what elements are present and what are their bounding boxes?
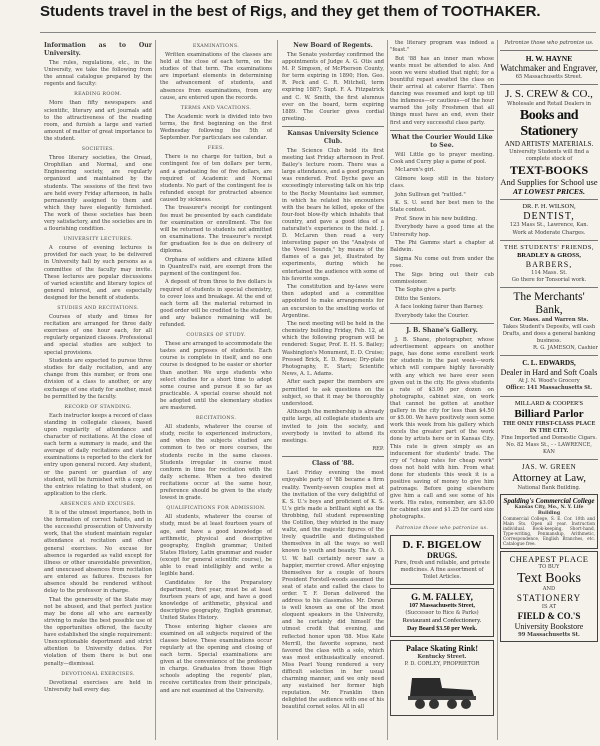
field-ad [500,551,598,642]
section-head: RECORD OF STANDING. [64,404,132,410]
crew-sub: Wholesale and Retail Dealers in [506,101,592,108]
patronize-notice: Patronize those who patronize us. [504,40,594,46]
is-at: IS AT [541,604,557,611]
section-head: UNIVERSITY LECTURES. [63,237,133,243]
crew-big: Books and Stationery [519,108,579,140]
friends: THE STUDENTS' FRIENDS, [504,243,594,251]
column-3 [282,40,384,740]
edwards-sub: Dealer in Hard and Soft Coals [500,368,598,378]
column-2 [160,40,272,740]
paragraph: Those entering higher classes are examined on all subjects required of the classes below. These examinations occur regularly at the opening and closing of each term. Special examinations are given at the convenience of the professor in charge. Graduates from those High schools adopting the regents' plan, receive certificates from their principals, and are not examined at the University. [160,623,272,694]
paragraph: The Phi Gamms start a chapter at Baldwin. [390,240,494,254]
palace-street: Kentucky Street. [417,654,467,660]
falley-board: Day Board $3.50 per Week. [406,626,478,632]
column-divider [155,40,156,740]
merchants-note: Takes Student's Deposits, will cash Drafts, and does a general banking business. [502,323,596,345]
divider [500,459,598,460]
patronize-notice: Patronize those who patronize us. [395,525,489,531]
divider [500,84,598,85]
green: JAS. W. GREEN [521,462,577,471]
paragraph: The treasurer's receipt for contingent fee must be presented by each candidate for examination or enrollment. The fee will be returned to students not admitted on examinations. The treasurer's receipt for graduation fee is due on delivery of diploma. [160,205,272,255]
bradley: BRADLEY & GROSS, [517,251,581,259]
section-head: COURSES OF STUDY. [186,333,246,339]
divider [500,355,598,356]
paragraph: Gilmore keep still in the history class. [390,175,494,189]
paragraph: the literary program was indeed a "feast." [390,40,494,54]
paragraph: The Academic work is divided into two terms, the first beginning on the first Wednesday following the 5th of September. For particulars see calendar. [160,113,272,142]
column-5-ads [500,40,598,740]
merchants-address: Cor. Mass. and Warren Sts. [509,316,589,323]
section-head: DEVOTIONAL EXERCISES. [61,671,135,677]
divider [500,50,598,51]
barbers: BARBERS, [525,259,573,269]
paragraph: But '88 has an inner man whose wants must be attended to also. And soon we were studied that night; for a bountiful repast awaited the class on their arrival at caterer Harris'. Then dancing was resumed and kept up till the infamous—or cautious—of the hour warned the jolly Freshmen that all things must have an end, even their first and very successful class party. [390,55,494,126]
stationery: STATIONERY [516,593,582,604]
article-title: New Board of Regents. [293,42,373,49]
column-divider [497,40,498,740]
section-head: QUALIFICATIONS FOR ADMISSION. [166,506,266,512]
paragraph: Devotional exercises are held in University hall every day. [44,679,152,693]
paragraph: More than fifty newspapers and scientific, literary and art journals add to the attractiveness of the reading room, and furnish a large and varied amount of matter of great importance to the student. [44,100,152,142]
hayne-sub: Watchmaker and Engraver, [500,63,598,74]
section-head: ABSENCES AND EXCUSES. [60,501,136,507]
section-head: FEES. [207,146,225,152]
textbooks: TEXT-BOOKS [509,163,589,178]
cheapest: CHEAPEST PLACE [509,554,589,565]
divider [390,130,494,131]
paragraph: Orphans of soldiers and citizens killed in Quantrell's raid, are exempt from the payment of the contingent fee. [160,256,272,277]
divider [282,126,384,127]
billiard: Billiard Parlor [514,407,584,420]
falley-successor: (Successor to Rice & Parks) [405,609,479,616]
paragraph: A deposit of from three to five dollars is required of students in special chemistry, to cover loss and breakage. At the end of each term all the material returned in good order will be credited to the student, and any balance remaining will be refunded. [160,279,272,328]
falley-type: Restaurant and Confectionery. [402,617,482,624]
cheapest-to: TO BUY [538,564,560,571]
palace-ad [390,640,494,716]
section-head: STUDIES AND RECITATIONS. [57,306,139,311]
paragraph: John Sullivan get "rattled." [395,191,466,198]
paragraph: Written examinations of the classes are held at the close of each term, on the studies of that term. The examinations are important elements in determining the advancement of students, and absences from examinations, from any cause, are entered upon the records. [160,52,272,101]
paragraph: Last Friday evening the most enjoyable party of '88 became a firm reality. Twenty-seven couples met at the invitation of the very delightful of K. S. U.'s boys and proficient of K. S. U.'s girls made a brilliant sight as the throbbing, full student representing the Cotillon, they whirled in the mazy waltz, and the majestic figures of the lively quadrille and distinguished themselves in all the ways so well known to youth and beauty. The A. O. U. W. hall certainly never saw a happier, merrier crowd. After enjoying themselves for a couple of hours President Forstell-woods assumed the seat of state and called the class to order. T. F. Doran delivered the address to his classmates. Mr. Doran is well known as one of the most eloquent speakers in the University, and he certainly did himself the utmost credit that evening, and reflected honor upon '88. Miss Kate Merrill, the favorite soprano, next favored the class with a solo, which was most enthusiastically encored. Miss Pearl Young rendered a very difficult selection in her usual charming manner, and we only need any sustained her former high reputation. Mr. Franklin then delighted the audience with one of his beautiful cornet solos. All in all [282,470,384,711]
bigelow-name: D. F. BIGELOW [402,538,482,551]
paragraph: The next meeting will be held in the chemistry building Friday, Feb. 12, at which the following program will be rendered: Sugar, Prof. E. H. S. Bailey; Washington's Monument, E. D. Cruise; Pressed Brick, E. D. Rouse; Dry-plate Photography, E. Start; Scientific News, A. L. Adams. [282,321,384,377]
paragraph: Students are expected to pursue three studies for daily recitation, and any change from this number, or from one division of a class to another, or any exchange of one study for another, must be permitted by the faculty. [44,358,152,400]
paragraph: Candidates for the Preparatory department, first year, must be at least fourteen years of age, and have a good knowledge of arithmetic, physical and descriptive geography, English grammar, United States History. [160,579,272,622]
paragraph: Courses of study and times for recitation are arranged for three daily exercises of one hour each, for all regularly organized classes. Professional and special studies are subject to special provisions. [44,314,152,356]
green-sub: Attorney at Law, [511,471,587,484]
textbooks-sub: And Supplies for School use [500,177,598,188]
paragraph: All students, whatever the course of study, recite to experienced instructors, and when the subjects studied are common to two or more courses, the students recite in the same classes. Students irregular in course must conform in time for recitation with the daily scheme. When a two desired recitations occur at the same hour, preference should be given to the study lowest in grade. [160,424,272,502]
edwards-office: Office: 141 Massachusetts St. [505,385,593,392]
divider [500,287,598,288]
textbooks-low: AT LOWEST PRICES. [513,187,585,197]
article-title: J. B. Shane's Gallery. [406,327,478,335]
paragraph: The Science Club held its first meeting last Friday afternoon in Prof. Bailey's lecture room. There was a large attendance, and a good program was rendered. Prof. Dyche gave an exceedingly interesting talk on his trip to the Rocky Mountains last summer, in which he related his encounters with the bears he killed, spoke of the four-foot blow-fly which inhabits that country, and gave a good idea of a naturalist's experience in the field. J. D. McLaren then read a very interesting paper on the "Analysis of the Vowel Sounds," by means of the flames of a gas jet, illustrated by experiments, during which he entertained the audience with some of his favorite songs. [282,147,384,282]
paragraph: The Sigs bring out their cub commissioner. [390,271,494,285]
hayne-name: H. W. HAYNE [525,54,573,64]
roller-skate-icon [402,670,482,710]
field: FIELD & CO.'S [517,611,581,622]
paragraph: Although the membership is already quite large, all collegiate students are invited to join the society, and everybody is invited to attend its meetings. [282,409,384,444]
palace-owner: P. D. CORLEY, PROPRIETOR [404,661,480,668]
falley-ad [390,588,494,637]
paragraph: It is of the utmost importance, both in the formation of correct habits, and in the successful prosecution of University work, that the student maintain regular attendance at recitation and other general exercises. No excuse for absence is regarded as valid except for illness or other unavoidable prevention, and unexcused absences from recitation are entered as failures. Excuses for absence should be rendered without delay to the professor in charge. [44,510,152,595]
section-head: EXAMINATIONS. [192,44,240,49]
article-title: Class of '88. [311,460,354,468]
paragraph: All students, whatever the course of study, must be at least fourteen years of age, and have a good knowledge of arithmetic, physical and descriptive geography, English grammar, United States History, Latin grammar and reader (except for general scientific course), be able to read intelligibly and write a legible hand. [160,514,272,578]
crew-note: University Students will find a complete stock of [509,149,589,163]
divider [282,456,384,457]
barbers-address: 114 Mass. St. [531,269,567,276]
header-rule [40,32,596,33]
page-headline: Students travel in the best of Rigs, and they get them of TOOTHAKER. [40,3,541,20]
paragraph: The rules, regulations, etc., in the University, we take the following from the annual catalogue prepared by the regents and faculty: [44,60,152,88]
spalding: Spalding's Commercial College [503,497,595,506]
paragraph: Each instructor keeps a record of class standing in collegiate classes, based upon regularity of attendance and character of recitations. At the close of each term a summary is made, and the average of daily recitations and stated examinations is reported to the clerk for entry upon general record. Any student, or the parent or guardian of any student, will be furnished with a copy of the entries relating to that student, on application to the clerk. [44,412,152,497]
paragraph: Three literary societies, the Oread, Orophilian and Normal, and one Engineering society, are regularly organized and maintained by the students. The sessions of the first two are held every Friday afternoon, in halls permanently assigned to them and which they have elegantly furnished. The work of these societies has been very satisfactory, and the societies are in a flourishing condition. [44,155,152,233]
spalding-address: Kansas City, Mo., N. Y. Life Building [514,505,584,516]
bigelow-text: Pure, fresh and reliable, and private medicines. A fine assortment of Toilet Articles. [394,559,490,580]
wilson-name: DR. F. H. WILSON, [522,203,576,211]
edwards: C. L. EDWARDS, [522,359,576,368]
paragraph: There is no charge for tuition, but a contingent fee of ten dollars per term, and a graduating fee of five dollars, are required of Academic and Normal students. No part of the contingent fee is refunded except for protracted absence caused by sickness. [160,154,272,203]
paragraph: The Senate yesterday confirmed the appointments of Judge A. G. Otis and M. P. Simpson, of McPherson County, for term expiring in 1890; Hon. Geo. R. Peck and C. R. Mitchell, term expiring 1887; Supt. F. A. Fitzpatrick and C. W. Smith, the first alumnus ever on the board, term expiring 1889. The Courier gives cordial greeting. [282,52,384,122]
paragraph: Prof. Snow in his new building. [395,215,477,222]
billiard-address: No. 82 Mass St., - - LAWRENCE, KAN [506,441,592,455]
bookstore: University Bookstore [514,622,584,632]
falley-name: G. M. FALLEY, [411,591,473,602]
cashier: R. G. JAMESON, Cashier [533,345,598,352]
text-books: Text Books [517,571,581,587]
barbers-note: Go there for Tonsorial work. [511,276,587,283]
billiard-cigars: Fine Imported and Domestic Cigars. [501,434,597,441]
divider [390,323,494,324]
paragraph: Ditto the Seniors. [395,295,442,302]
millard: MILLARD & COOPER'S [514,399,584,407]
article-title: Information as to Our University. [44,42,152,57]
column-1 [44,40,152,740]
divider [500,199,598,200]
paragraph: Everybody have a good time at the University hop. [390,224,494,238]
palace-name: Palace Skating Rink! [405,644,478,653]
section-head: RECITATIONS. [195,416,237,422]
paragraph: Sigma Nu come out from under the rose. [390,255,494,269]
section-head: READING ROOM. [74,92,122,98]
wilson-note: Work at Moderate Charges. [512,229,586,236]
paragraph: These are arranged to accommodate the tastes and purposes of students. Each course is complete in itself, and no one course is designed to be easier or shorter than another. We urge students who select studies for a short time to adopt some course and pursue it so far as practicable. A special course should not be adopted until the elementary studies are mastered. [160,341,272,411]
billiard-sub: THE ONLY FIRST-CLASS PLACE IN THE CITY. [502,420,596,434]
bigelow-sub: DRUGS. [426,550,457,560]
green-building: National Bank Building. [517,484,581,491]
hayne-address: 65 Massachusetts Street. [515,74,583,81]
field-address: 99 Massachusetts St. [518,632,580,639]
column-divider [387,40,388,740]
wilson-sub: DENTIST, [523,211,575,223]
wilson-address: 123 Mass St., Lawrence, Kan. [509,222,589,229]
article-title: Kansas University Science Club. [287,129,379,145]
paragraph: A face looking fairer than Barney. [395,304,484,311]
divider [500,240,598,241]
paragraph: McLaren's girl. [395,167,436,174]
bigelow-ad [390,535,494,585]
spalding-ad [500,494,598,549]
column-4 [390,40,494,740]
paragraph: K. S. U. send her best men to the State contest. [390,200,494,214]
edwards-address: At J. N. Wood's Grocery [518,378,580,385]
paragraph: J. B. Shane, photographer, whose advertisement appears on another page, has done some excellent work for students in the past week—work which will compare highly favorably with any which we have ever seen given out in the city. He gives students a rate of $3.00 per dozen on photographs, cabinet size, on work that cannot be gotten at another gallery in the city for less than $4.50 or $5.00. We have positively seen some work this week from his gallery which excels the greater part of the work done by artists here or in Kansas City. This rate is given simply as an inducement for students' trade. The cry of "cheap rates for cheap work" does not hold with him. From what done for students this week it is a positive saving of money to give him patronage. Before going elsewhere give him a call and see some of his work. His rates, remember, are $3.00 for cabinet size and $1.25 for card size photographs. [390,337,494,521]
paragraph: The Sophs give a party. [395,287,457,294]
merchants: The Merchants' Bank, [513,290,585,316]
section-head: TERMS AND VACATIONS. [180,105,252,111]
crew-art: AND ARTISTS' MATERIALS. [504,140,594,149]
column-divider [277,40,278,740]
spalding-text: Commercial College, S. E. Cor. 10th and Main Sts. Open all year. Instruction individual. Book-keeping, Short-hand, Type-writing, Penmanship, Arithmetic, Correspondence, English Branches, etc. Catalogue free. [503,516,595,547]
paragraph: Will Little go to prayer meeting. Cook and Curry play a game of pool. [390,151,494,165]
paragraph: Everybody take the Courier. [395,313,469,319]
paragraph: After each paper the members are permitted to ask questions on the subject, so that it may be thoroughly understood. [282,379,384,407]
falley-address: 107 Massachusetts Street, [409,602,475,609]
and: AND [542,586,556,593]
signature: REP. [372,446,384,453]
paragraph: That the generosity of the State may not be abused, and that perfect justice may be done all who are earnestly striving to make the best possible use of the opportunities offered, the faculty have established the single requirement: Unexceptionable deportment and strict attention to University duties. For violation of them there is but one penalty—dismissal. [44,596,152,667]
paragraph: The constitution and by-laws were then adopted and a committee appointed to make arrangements for an excursion to the smelting works of Argentine. [282,284,384,319]
article-title: What the Courier Would Like to See. [391,133,493,149]
paragraph: A course of evening lectures is provided for each year, to be delivered in University hall by such persons as a committee of the faculty may invite. These lectures are popular discussions of varied scientific and literary topics of general interest, and are especially designed for the benefit of students. [44,245,152,301]
divider [500,396,598,397]
section-head: SOCIETIES. [81,147,115,153]
crew-name: J. S. CREW & CO., [505,88,593,101]
